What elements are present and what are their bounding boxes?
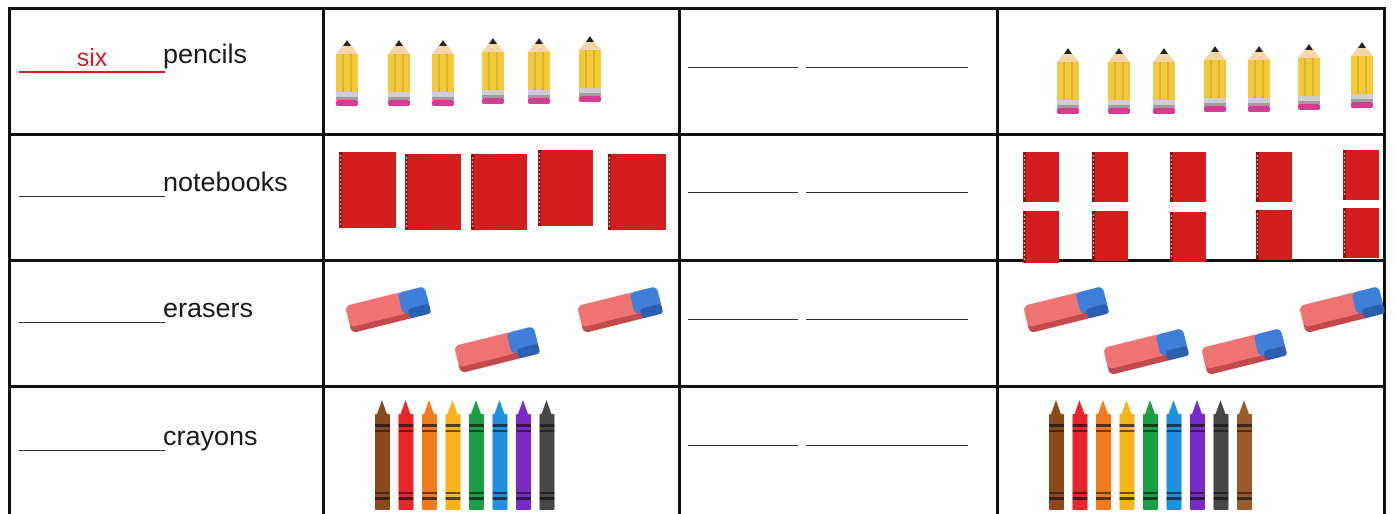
crayon-icon bbox=[1214, 400, 1229, 510]
eraser-icon bbox=[1201, 328, 1287, 375]
notebook-icon bbox=[608, 154, 666, 230]
crayon-icon bbox=[1190, 400, 1205, 510]
eraser-icon bbox=[577, 286, 663, 333]
notebook-icon bbox=[1170, 212, 1206, 262]
crayon-icon bbox=[399, 400, 414, 510]
item-label-erasers: erasers bbox=[163, 293, 254, 323]
grid-line-col-2 bbox=[678, 7, 681, 514]
notebook-icon bbox=[1343, 150, 1379, 200]
notebook-icon bbox=[339, 152, 396, 228]
notebook-icon bbox=[1092, 211, 1128, 261]
blank-crayons-second[interactable] bbox=[806, 445, 968, 446]
row-notebooks-label-cell bbox=[11, 136, 321, 259]
pencil-icon bbox=[432, 40, 454, 106]
crayon-icon bbox=[422, 400, 437, 510]
pencil-icon bbox=[1108, 48, 1130, 114]
crayon-group-column-four bbox=[999, 388, 1383, 514]
blank-notebooks-second[interactable] bbox=[806, 192, 968, 193]
eraser-icon bbox=[345, 286, 431, 333]
pencil-icon bbox=[388, 40, 410, 106]
answer-text-pencils: six bbox=[76, 44, 108, 72]
eraser-icon bbox=[1299, 286, 1385, 333]
answer-blank-erasers[interactable] bbox=[19, 322, 165, 323]
notebook-icon bbox=[1343, 208, 1379, 258]
eraser-icon bbox=[1103, 328, 1189, 375]
crayon-icon bbox=[446, 400, 461, 510]
blank-pencils-second[interactable] bbox=[806, 67, 968, 68]
pencil-icon bbox=[1351, 42, 1373, 108]
crayon-icon bbox=[540, 400, 555, 510]
eraser-icon bbox=[454, 326, 540, 373]
crayon-group-column-two bbox=[325, 388, 678, 514]
notebook-icon bbox=[1256, 152, 1292, 202]
eraser-icon bbox=[1023, 286, 1109, 333]
pencil-icon bbox=[1298, 44, 1320, 110]
crayon-icon bbox=[1120, 400, 1135, 510]
notebook-icon bbox=[1023, 211, 1059, 263]
pencil-icon bbox=[1057, 48, 1079, 114]
crayon-icon bbox=[1049, 400, 1064, 510]
answer-blank-crayons[interactable] bbox=[19, 450, 165, 451]
crayon-icon bbox=[1237, 400, 1252, 510]
notebook-icon bbox=[1256, 210, 1292, 260]
crayon-icon bbox=[1073, 400, 1088, 510]
notebook-icon bbox=[1092, 152, 1128, 202]
notebook-icon bbox=[471, 154, 527, 230]
pencil-icon bbox=[1204, 46, 1226, 112]
pencil-icon bbox=[579, 36, 601, 102]
answer-blank-pencils[interactable] bbox=[19, 44, 165, 73]
item-label-pencils: pencils bbox=[163, 39, 248, 69]
crayon-icon bbox=[516, 400, 531, 510]
pencil-icon bbox=[528, 38, 550, 104]
answer-blank-notebooks[interactable] bbox=[19, 196, 165, 197]
blank-erasers-first[interactable] bbox=[688, 319, 798, 320]
grid-line-right bbox=[1383, 7, 1386, 514]
notebook-group-column-four bbox=[999, 136, 1383, 259]
eraser-group-column-four bbox=[999, 262, 1383, 385]
pencil-icon bbox=[336, 40, 358, 106]
crayon-icon bbox=[1096, 400, 1111, 510]
pencil-group-column-two bbox=[325, 10, 678, 133]
notebook-icon bbox=[1170, 152, 1206, 202]
row-pencils-label-cell bbox=[11, 10, 321, 133]
counting-worksheet bbox=[8, 7, 1386, 514]
blank-crayons-first[interactable] bbox=[688, 445, 798, 446]
notebook-icon bbox=[1023, 152, 1059, 202]
row-erasers-label-cell bbox=[11, 262, 321, 385]
pencil-icon bbox=[1248, 46, 1270, 112]
pencil-icon bbox=[1153, 48, 1175, 114]
pencil-group-column-four bbox=[999, 10, 1383, 133]
notebook-group-column-two bbox=[325, 136, 678, 259]
notebook-icon bbox=[538, 150, 593, 226]
blank-pencils-first[interactable] bbox=[688, 67, 798, 68]
crayon-icon bbox=[1143, 400, 1158, 510]
crayon-icon bbox=[1167, 400, 1182, 510]
crayon-icon bbox=[469, 400, 484, 510]
blank-erasers-second[interactable] bbox=[806, 319, 968, 320]
notebook-icon bbox=[405, 154, 461, 230]
pencil-icon bbox=[482, 38, 504, 104]
item-label-crayons: crayons bbox=[163, 421, 258, 451]
blank-notebooks-first[interactable] bbox=[688, 192, 798, 193]
crayon-icon bbox=[493, 400, 508, 510]
item-label-notebooks: notebooks bbox=[163, 167, 288, 197]
eraser-group-column-two bbox=[325, 262, 678, 385]
row-crayons-label-cell bbox=[11, 388, 321, 514]
crayon-icon bbox=[375, 400, 390, 510]
